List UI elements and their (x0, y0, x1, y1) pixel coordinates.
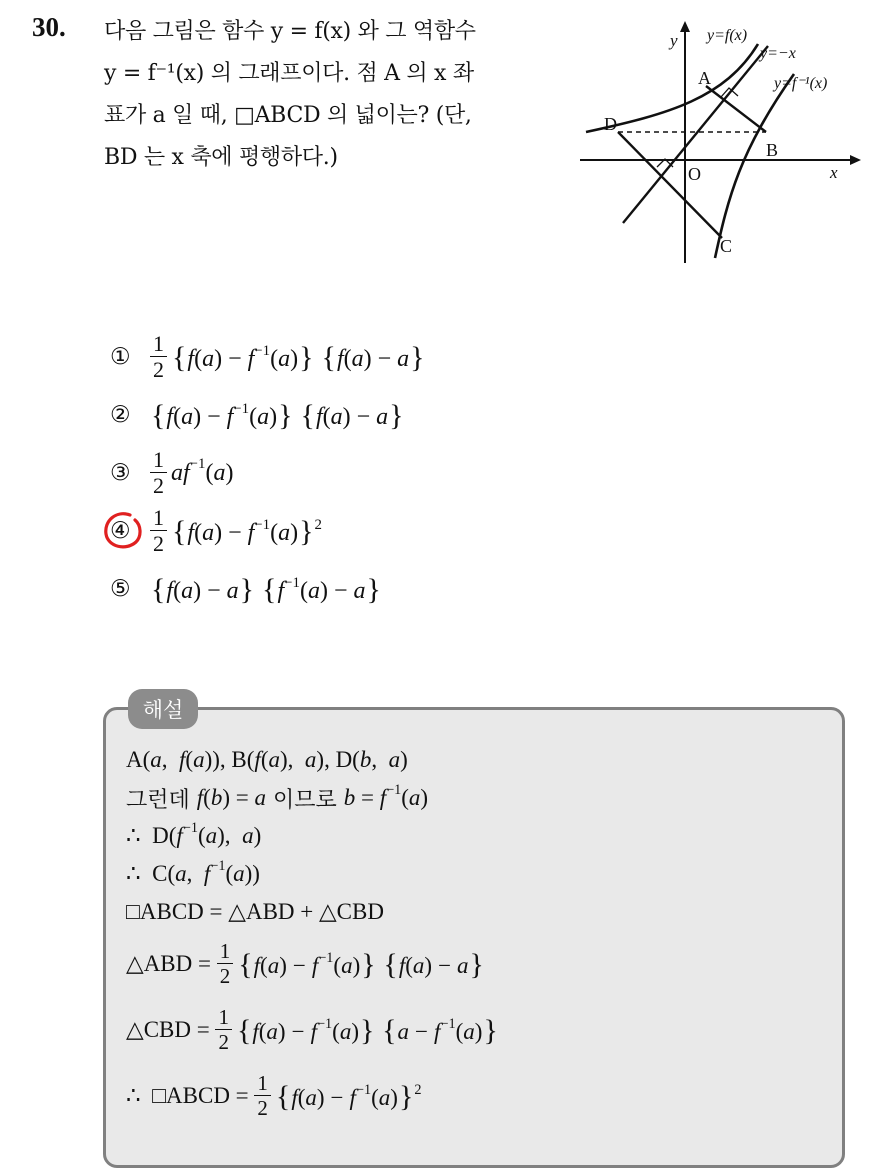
choice-2-expr: $\{f(a) - f^{-1}(a)\}$ {f(a) − a} (151, 399, 404, 432)
segment-DC (618, 132, 722, 238)
solution-line-4: ∴ C(a, $f^{-1}(a)$) (126, 858, 260, 886)
point-a-label: A (698, 68, 711, 88)
point-c-label: C (720, 236, 733, 256)
selected-answer-circle (100, 509, 144, 553)
choice-3-number: ③ (110, 460, 131, 486)
choice-2[interactable] (110, 386, 426, 444)
solution-line-3: ∴ $D(f^{-1}(a)$, a) (126, 820, 262, 848)
solution-line-5: □ABCD = △ABD + △CBD (126, 899, 384, 924)
solution-line-1: A(a, f(a)), B(f(a), a), D(b, a) (126, 747, 408, 772)
question-line-1: 다음 그림은 함수 y = f(x) 와 그 역함수 (104, 19, 476, 44)
point-d-label: D (604, 114, 617, 134)
choice-4-expr: $\{f(a) - f^{-1}(a)\}^2$ (172, 515, 322, 548)
question-line-2: y = f⁻¹(x) 의 그래프이다. 점 A 의 x 좌 (104, 61, 474, 86)
choice-5[interactable] (110, 560, 426, 618)
f-inverse-label: y=f⁻¹(x) (774, 75, 828, 92)
x-axis-label: x (830, 163, 838, 182)
choice-3[interactable] (110, 444, 426, 502)
solution-tab: 해설 (128, 689, 198, 729)
choice-2-number: ② (110, 402, 131, 428)
choice-4[interactable] (110, 502, 426, 560)
solution-line-7: △CBD = $\frac{1}{2}$ $\{f(a) - f^{-1}(a)\}$ $\{a - f^{-1}(a)\}$ (126, 1005, 498, 1054)
question-line-4: BD 는 x 축에 평행하다.) (104, 145, 338, 170)
choice-1-number: ① (110, 344, 131, 370)
choice-1-half: $\frac{1}{2}$ (150, 333, 167, 381)
function-graph (580, 18, 865, 266)
question-line-3: 표가 a 일 때, □ABCD 의 넓이는? (단, (104, 103, 472, 128)
choice-3-expr: $af^{-1}(a)$ (171, 456, 234, 486)
y-axis-arrow (680, 21, 690, 32)
fx-label: y=f(x) (707, 27, 748, 44)
line-y-neg-x (623, 46, 768, 223)
solution-line-8: ∴ □ABCD = $\frac{1}{2}$ $\{f(a) - f^{-1}(a)\}^2$ (126, 1071, 422, 1120)
solution-lines (126, 741, 499, 1129)
point-b-label: B (766, 140, 779, 160)
choice-5-number: ⑤ (110, 576, 131, 602)
solution-line-2: 그런데 f(b) = a 이므로 $b = f^{-1}(a)$ (126, 782, 429, 813)
choice-1-expr: $\{f(a) - f^{-1}(a)\}$ {f(a) − a} (172, 341, 425, 374)
choice-4-number: ④ (110, 518, 131, 544)
question-text (104, 11, 564, 179)
choice-5-expr: {f(a) − a} $\{f^{-1}(a) - a\}$ (151, 573, 381, 606)
x-axis-arrow (850, 155, 861, 165)
choice-4-half: $\frac{1}{2}$ (150, 507, 167, 555)
y-axis-label: y (670, 31, 678, 50)
origin-label: O (688, 164, 701, 184)
question-number: 30. (32, 12, 66, 42)
choice-1[interactable] (110, 328, 426, 386)
choice-3-half: $\frac{1}{2}$ (150, 449, 167, 497)
solution-line-6: △ABD = $\frac{1}{2}$ $\{f(a) - f^{-1}(a)\}$ {f(a) − a} (126, 939, 484, 988)
answer-choices (110, 328, 426, 618)
neg-x-label: y=−x (760, 45, 796, 62)
